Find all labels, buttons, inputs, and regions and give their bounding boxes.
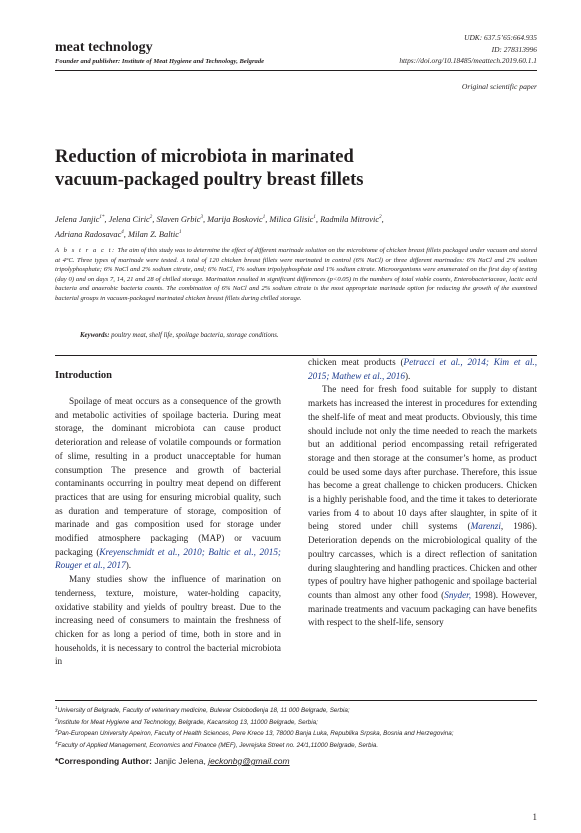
footnote-rule: [55, 700, 537, 701]
header-rule: [55, 70, 537, 71]
left-column: [55, 395, 281, 669]
author: Milan Z. Baltic$^1$: [127, 229, 182, 239]
section-heading-introduction: Introduction: [55, 370, 112, 381]
title-line-2: vacuum-packaged poultry breast fillets: [55, 170, 364, 190]
paragraph: The need for fresh food suitable for supply to distant markets has increased the interest in procedures for extending the shelf-life of meat and meat products. Obviously, this time should include not only the time needed to reach the markets but an additional period encompassing retail refrigerated storage and then storage at the consumer’s home, as product could be used some days after purchase. Therefore, this issue has become a great challenge to chicken producers. Chicken is a highly perishable food, and the time it takes to deteriorate varies from 4 to about 10 days after slaughter, in spite of it being stored under chill systems (Marenzi, 1986). Deterioration depends on the microbiological quality of the poultry carcasses, which is a direct reflection of sanitation during slaughtering and handling practices. Chicken and other types of poultry have higher pathogenic and spoilage bacterial counts than almost any other food (Snyder, 1998). However, marinade treatments and vacuum packaging can have benefits with respect to the shelf-life, sensory: [308, 384, 537, 628]
article-title: [55, 146, 525, 192]
corresponding-label: *Corresponding Author:: [55, 756, 152, 766]
abstract: [55, 246, 537, 304]
author: Marija Boskovic$^1$: [207, 214, 266, 224]
keywords-label: Keywords:: [80, 332, 110, 339]
author: Milica Glisic$^1$: [269, 214, 316, 224]
title-line-1: Reduction of microbiota in marinated: [55, 147, 354, 167]
paragraph: Many studies show the influence of marination on tenderness, texture, moisture, water-holding capacity, oxidative stability and yields of poultry breast. Due to the increasing need of consumers to maintain the freshness of chicken for as long a period of time, both in store and in households, it is necessary to control the bacterial microbiota in: [55, 574, 281, 667]
page-number: 1: [532, 812, 537, 822]
author: Jelena Janjic$^{1*}$: [55, 214, 105, 224]
citation-link[interactable]: Petracci et al., 2014; Kim et al., 2015; Mathew et al., 2016: [308, 357, 537, 381]
corresponding-name: Janjic Jelena,: [154, 756, 206, 766]
paragraph: Spoilage of meat occurs as a consequence of the growth and metabolic activities of spoilage bacteria. During meat storage, the dominant microbiota can cause product deterioration and release of volatile compounds or formation of slime, resulting in a product unacceptable for human consumption The presence and growth of bacterial contaminants occurring in poultry meat depend on different practices that are using for ensuring microbial quality, such as duration and temperature of storage, composition of marinade and gas composition used for storage under modified atmosphere packaging (MAP) or vacuum packaging (Kreyenschmidt et al., 2010; Baltic et al., 2015; Rouger et al., 2017).: [55, 396, 281, 571]
author-list: Jelena Janjic$^{1*}$, Jelena Ciric$^2$, Slaven Grbic$^3$, Marija Boskovic$^1$, Milica Glisic$^1$, Radmila Mitrovic$^2$, Adriana Radosavac$^4$, Milan Z. Baltic$^1$: [55, 214, 384, 239]
keywords: [80, 332, 279, 339]
publisher-line: Founder and publisher: Institute of Meat Hygiene and Technology, Belgrade: [55, 58, 265, 65]
id-code: ID: 278313996: [491, 44, 537, 54]
affiliation: $^4$Faculty of Applied Management, Economics and Finance (MEF), Jevrejska Street no. 24/1,11000 Belgrade, Serbia.: [55, 740, 379, 750]
right-column: [308, 356, 537, 630]
author: Jelena Ciric$^2$: [108, 214, 153, 224]
udk-code: UDK: 637.5’65:664.935: [464, 33, 537, 42]
paragraph: chicken meat products (Petracci et al., 2014; Kim et al., 2015; Mathew et al., 2016).: [308, 357, 537, 381]
citation-link[interactable]: Kreyenschmidt et al., 2010; Baltic et al., 2015; Rouger et al., 2017: [55, 546, 281, 571]
author: Radmila Mitrovic$^2$: [320, 214, 382, 224]
article-identifiers: [399, 32, 537, 67]
abstract-label: A b s t r a c t:: [55, 247, 116, 254]
citation-link[interactable]: Marenzi: [470, 521, 501, 532]
affiliation: $^2$Institute for Meat Hygiene and Technology, Belgrade, Kacanskog 13, 11000 Belgrade, Serbia;: [55, 716, 318, 726]
keywords-text: poultry meat, shelf life, spoilage bacteria, storage conditions.: [111, 332, 279, 339]
doi-link[interactable]: https://doi.org/10.18485/meattech.2019.60.1.1: [399, 56, 537, 65]
affiliations: [55, 704, 537, 751]
corresponding-author: [55, 756, 290, 766]
citation-link[interactable]: Snyder,: [444, 589, 472, 600]
abstract-text: The aim of this study was to determine the effect of different marinade solution on the microbiome of chicken breast fillets packaged under vacuum and stored at 4°C. Three types of marinade were tested. A total of 120 chicken breast fillets were marinated in control (6% NaCl) or three different marinades: 6% NaCl and 2% sodium tripolyphosphate; 6% NaCl and 2% sodium citrate, and; 6% NaCl, 1% sodium tripolyphosphate and 1% sodium citrate. Microorganisms were enumerated on the first day of testing (day 0) and on days 7, 14, 21 and 28 of chilled storage. Marination resulted in significant differences (p<0.05) in the numbers of total viable counts, Enterobacteriaceae, lactic acid bacteria and anaerobic bacteria counts. The combination of 6% NaCl and 2% sodium citrate is the most appropriate marinade option for reducing the growth of the examined bacterial groups in vacuum-packaged marinated chicken breast fillets during chilled storage.: [55, 247, 537, 302]
author: Slaven Grbic$^3$: [156, 214, 203, 224]
journal-name: meat technology: [55, 40, 153, 55]
paper-type: Original scientific paper: [461, 82, 537, 91]
email-link[interactable]: jeckonbg@gmail.com: [208, 756, 290, 766]
affiliation: $^1$University of Belgrade, Faculty of veterinary medicine, Bulevar Oslobođenja 18, 11 000 Belgrade, Serbia;: [55, 705, 350, 715]
affiliation: $^3$Pan-European University Apeiron, Faculty of Health Sciences, Pere Krece 13, 78000 Banja Luka, Republika Srpska, Bosnia and Herzegovina;: [55, 728, 454, 738]
author: Adriana Radosavac$^4$: [55, 229, 124, 239]
